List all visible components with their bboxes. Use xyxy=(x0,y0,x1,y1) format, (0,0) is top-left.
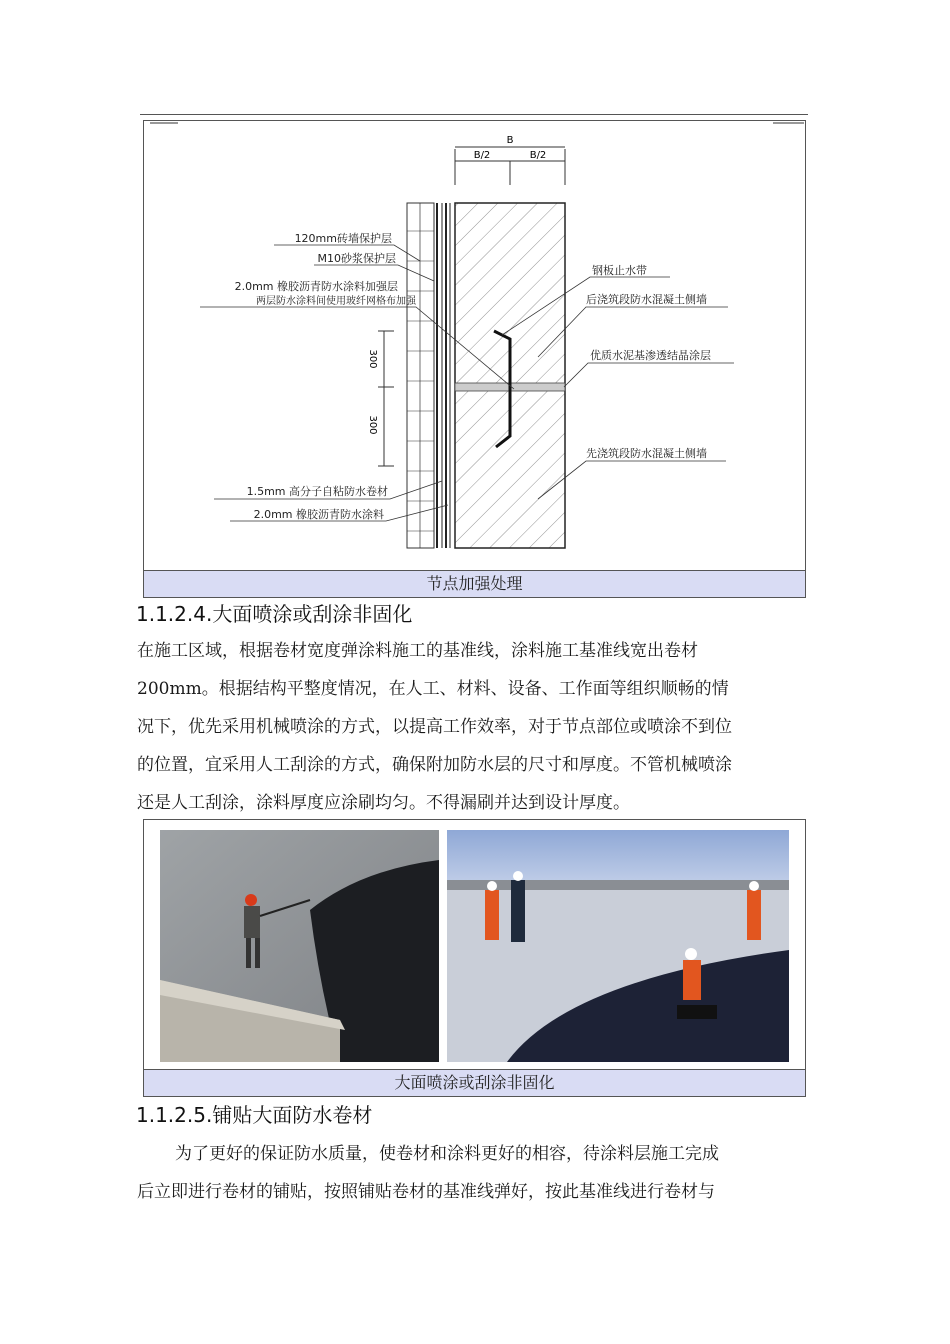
brick-wall xyxy=(407,203,434,548)
para-line: 还是人工刮涂，涂料厚度应涂刷均匀。不得漏刷并达到设计厚度。 xyxy=(137,793,630,813)
label-rubber-asphalt-coating: 2.0mm 橡胶沥青防水涂料 xyxy=(253,508,384,521)
dim-300-top: 300 xyxy=(367,349,378,369)
figure-spraying-photos xyxy=(143,819,806,1097)
label-self-adhesive-membrane: 1.5mm 高分子自粘防水卷材 xyxy=(246,485,388,498)
b-dimension xyxy=(455,147,565,185)
label-post-cast-wall: 后浇筑段防水混凝土侧墙 xyxy=(586,293,707,306)
label-pre-cast-wall: 先浇筑段防水混凝土侧墙 xyxy=(586,447,707,460)
section-heading-membrane: 1.1.2.5.铺贴大面防水卷材 xyxy=(136,1103,373,1127)
label-steel-waterstop: 钢板止水带 xyxy=(592,264,647,277)
membrane-layers xyxy=(437,203,450,548)
section-paragraph-spraying xyxy=(137,632,817,822)
para-line: 的位置，宜采用人工刮涂的方式，确保附加防水层的尺寸和厚度。不管机械喷涂 xyxy=(137,755,732,775)
dim-half-left: B/2 xyxy=(473,150,491,161)
label-mesh-reinforcement: 两层防水涂料间使用玻纤网格布加强 xyxy=(256,296,416,307)
section-heading-spraying: 1.1.2.4.大面喷涂或刮涂非固化 xyxy=(136,602,413,626)
para-line: 200mm。根据结构平整度情况，在人工、材料、设备、工作面等组织顺畅的情 xyxy=(137,679,729,699)
photo-wall-spraying xyxy=(160,830,439,1062)
label-crystalline-coating: 优质水泥基渗透结晶涂层 xyxy=(590,349,711,362)
dim-b: B xyxy=(506,135,514,146)
dim-300-bottom: 300 xyxy=(367,415,378,435)
label-brick-protection: 120mm砖墙保护层 xyxy=(294,232,392,245)
label-coating-reinforcement: 2.0mm 橡胶沥青防水涂料加强层 xyxy=(234,280,398,293)
dim-half-right: B/2 xyxy=(529,150,547,161)
photo-roof-coating xyxy=(447,830,789,1062)
para-line: 后立即进行卷材的铺贴，按照铺贴卷材的基准线弹好，按此基准线进行卷材与 xyxy=(137,1182,715,1202)
para-line: 为了更好的保证防水质量，使卷材和涂料更好的相容，待涂料层施工完成 xyxy=(175,1144,719,1164)
concrete-wall xyxy=(455,203,565,548)
figure-node-reinforcement xyxy=(143,120,806,598)
figure1-caption: 节点加强处理 xyxy=(144,570,805,597)
top-rule xyxy=(140,114,808,115)
height-dimension xyxy=(378,331,394,466)
label-mortar-protection: M10砂浆保护层 xyxy=(317,252,396,265)
wall-section-diagram xyxy=(144,121,805,571)
para-line: 在施工区域，根据卷材宽度弹涂料施工的基准线，涂料施工基准线宽出卷材 xyxy=(137,641,698,661)
para-line: 况下，优先采用机械喷涂的方式，以提高工作效率，对于节点部位或喷涂不到位 xyxy=(137,717,732,737)
section-paragraph-membrane xyxy=(137,1135,809,1211)
figure2-caption: 大面喷涂或刮涂非固化 xyxy=(144,1069,805,1096)
